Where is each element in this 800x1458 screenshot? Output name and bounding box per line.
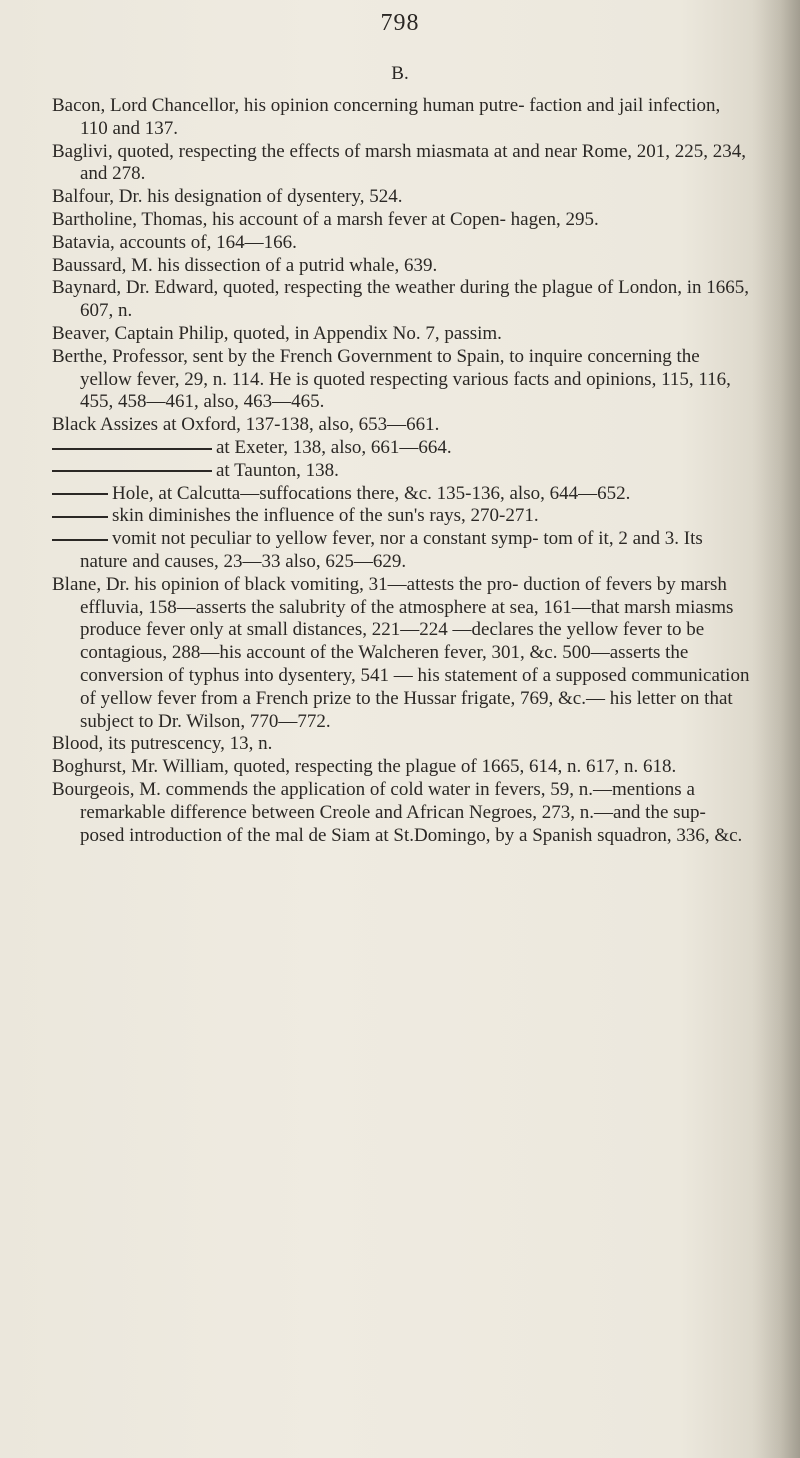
ditto-dash bbox=[52, 516, 108, 518]
index-subentry bbox=[52, 483, 752, 506]
ditto-dash bbox=[52, 493, 108, 495]
index-entry bbox=[52, 414, 752, 437]
entry-text: Beaver, Captain Philip, quoted, in Appendix No. 7, passim. bbox=[52, 322, 502, 344]
index-subentry bbox=[52, 505, 752, 528]
index-subentry bbox=[52, 437, 752, 460]
page-edge-shadow bbox=[752, 0, 800, 1458]
entry-text: Bartholine, Thomas, his account of a marsh fever at Copen- hagen, 295. bbox=[52, 208, 599, 230]
index-subentry bbox=[52, 460, 752, 483]
index-entry bbox=[52, 186, 752, 209]
index-entry bbox=[52, 346, 752, 414]
entry-text: Boghurst, Mr. William, quoted, respecting the plague of 1665, 614, n. 617, n. 618. bbox=[52, 756, 677, 778]
index-entry bbox=[52, 232, 752, 255]
entry-text: Bourgeois, M. commends the application of cold water in fevers, 59, n.—mentions a remarkable difference between Creole and African Negroes, 273, n.—and the sup- posed introduction of the mal de Siam at St.Domingo, by a Spanish squadron, 336, &c. bbox=[52, 778, 743, 846]
entry-text: at Taunton, 138. bbox=[216, 459, 339, 481]
entry-text: Baynard, Dr. Edward, quoted, respecting the weather during the plague of London, in 1665, 607, n. bbox=[52, 277, 750, 322]
section-letter: B. bbox=[391, 63, 409, 84]
index-entry bbox=[52, 779, 752, 847]
entry-text: skin diminishes the influence of the sun's rays, 270-271. bbox=[112, 505, 539, 527]
page-number: 798 bbox=[380, 10, 420, 36]
index-entry bbox=[52, 209, 752, 232]
entry-text: Blood, its putrescency, 13, n. bbox=[52, 733, 273, 755]
index-entry bbox=[52, 255, 752, 278]
entry-text: Balfour, Dr. his designation of dysentery, 524. bbox=[52, 186, 403, 208]
entry-text: Blane, Dr. his opinion of black vomiting, 31—attests the pro- duction of fevers by marsh effluvia, 158—asserts the salubrity of the atmosphere at sea, 161—that marsh miasms produce fever only at small distances, 221—224 —declares the yellow fever to be contagious, 288—his account of the Walcheren fever, 301, &c. 500—asserts the conversion of typhus into dysentery, 541 — his statement of a supposed communication of yellow fever from a French prize to the Hussar frigate, 769, &c.— his letter on that subject to Dr. Wilson, 770—772. bbox=[52, 573, 750, 732]
entry-text: Batavia, accounts of, 164—166. bbox=[52, 231, 297, 253]
index-entry bbox=[52, 277, 752, 323]
index-entry bbox=[52, 95, 752, 141]
index-entry bbox=[52, 756, 752, 779]
entry-text: Baussard, M. his dissection of a putrid whale, 639. bbox=[52, 254, 438, 276]
entry-text: Bacon, Lord Chancellor, his opinion concerning human putre- faction and jail infection, 110 and 137. bbox=[52, 95, 721, 139]
index-entry bbox=[52, 733, 752, 756]
index-entry bbox=[52, 141, 752, 187]
ditto-dash bbox=[52, 470, 212, 472]
entry-text: Baglivi, quoted, respecting the effects of marsh miasmata at and near Rome, 201, 225, 234, and 278. bbox=[52, 140, 747, 185]
entry-text: Berthe, Professor, sent by the French Government to Spain, to inquire concerning the yellow fever, 29, n. 114. He is quoted respecting various facts and opinions, 115, 116, 455, 458—461, also, 463—465. bbox=[52, 345, 731, 413]
entry-text: at Exeter, 138, also, 661—664. bbox=[216, 436, 452, 458]
entry-text: Hole, at Calcutta—suffocations there, &c. 135-136, also, 644—652. bbox=[112, 482, 631, 504]
index-entries bbox=[52, 95, 752, 847]
index-entry bbox=[52, 323, 752, 346]
ditto-dash bbox=[52, 448, 212, 450]
ditto-dash bbox=[52, 539, 108, 541]
index-entry bbox=[52, 574, 752, 734]
entry-text: vomit not peculiar to yellow fever, nor a constant symp- tom of it, 2 and 3. Its nature and causes, 23—33 also, 625—629. bbox=[80, 528, 703, 572]
index-subentry bbox=[52, 528, 752, 574]
entry-text: Black Assizes at Oxford, 137-138, also, 653—661. bbox=[52, 414, 440, 436]
